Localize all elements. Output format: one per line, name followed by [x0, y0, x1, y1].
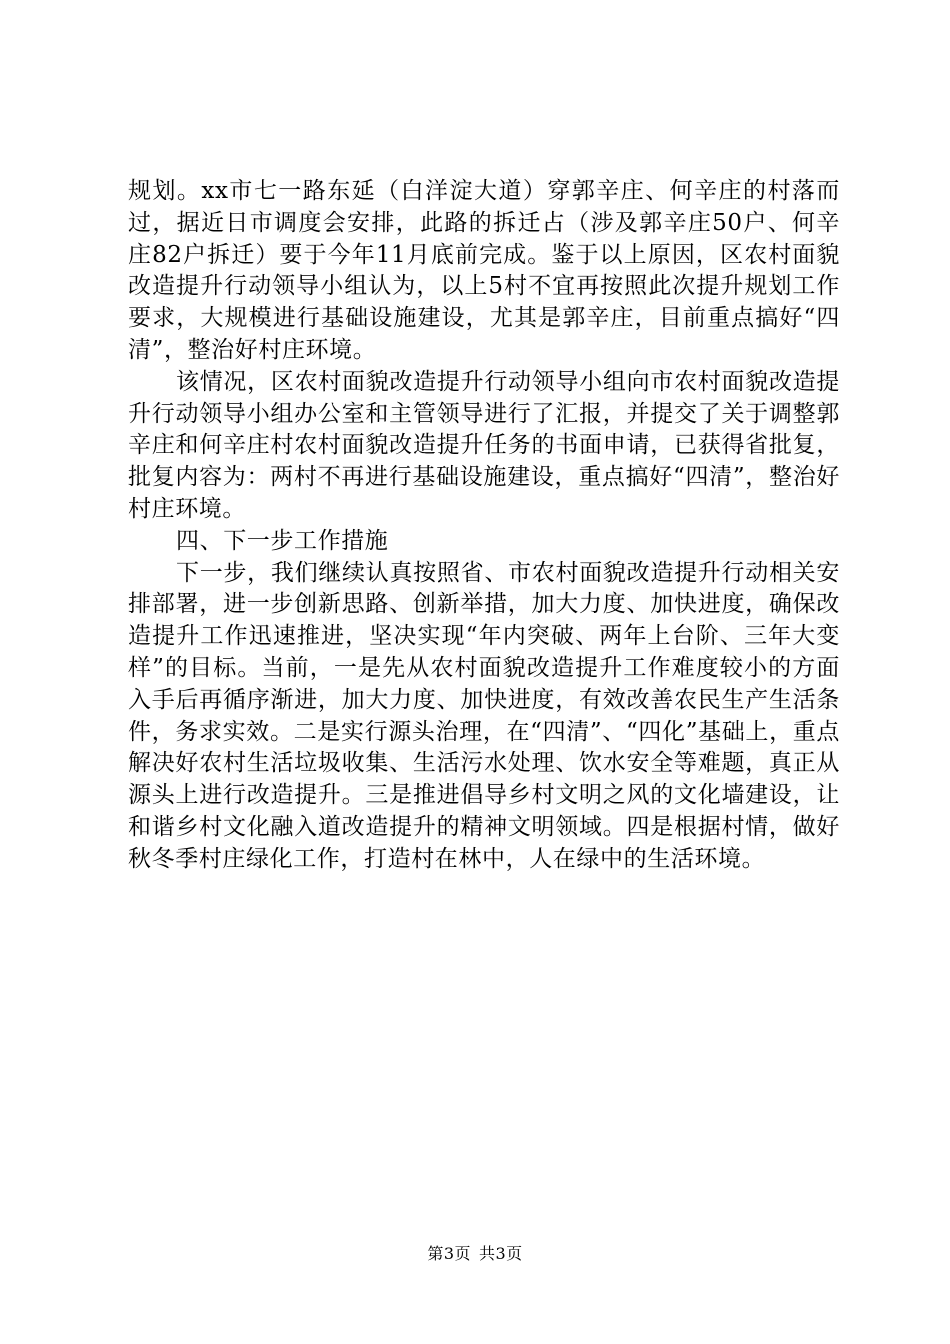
document-body [128, 176, 840, 876]
page-total: 共3页 [479, 1244, 523, 1263]
section-heading-next-steps: 四、下一步工作措施 [176, 527, 389, 554]
page-footer [0, 1244, 950, 1264]
page-number: 第3页 [427, 1244, 471, 1263]
paragraph-next-steps: 下一步，我们继续认真按照省、市农村面貌改造提升行动相关安排部署，进一步创新思路、创新举措，加大力度、加快进度，确保改造提升工作迅速推进，坚决实现“年内突破、两年上台阶、三年大变样”的目标。当前，一是先从农村面貌改造提升工作难度较小的方面入手后再循序渐进，加大力度、加快进度，有效改善农民生产生活条件，务求实效。二是实行源头治理，在“四清”、“四化”基础上，重点解决好农村生活垃圾收集、生活污水处理、饮水安全等难题，真正从源头上进行改造提升。三是推进倡导乡村文明之风的文化墙建设，让和谐乡村文化融入道改造提升的精神文明领域。四是根据村情，做好秋冬季村庄绿化工作，打造村在林中，人在绿中的生活环境。 [128, 559, 840, 872]
paragraph-planning-continuation: 规划。xx市七一路东延（白洋淀大道）穿郭辛庄、何辛庄的村落而过，据近日市调度会安排，此路的拆迁占（涉及郭辛庄50户、何辛庄82户拆迁）要于今年11月底前完成。鉴于以上原因，区农村面貌改造提升行动领导小组认为，以上5村不宜再按照此次提升规划工作要求，大规模进行基础设施建设，尤其是郭辛庄，目前重点搞好“四清”，整治好村庄环境。 [128, 178, 840, 363]
paragraph-report-approval: 该情况，区农村面貌改造提升行动领导小组向市农村面貌改造提升行动领导小组办公室和主管领导进行了汇报，并提交了关于调整郭辛庄和何辛庄村农村面貌改造提升任务的书面申请，已获得省批复，批复内容为：两村不再进行基础设施建设，重点搞好“四清”，整治好村庄环境。 [128, 368, 840, 522]
